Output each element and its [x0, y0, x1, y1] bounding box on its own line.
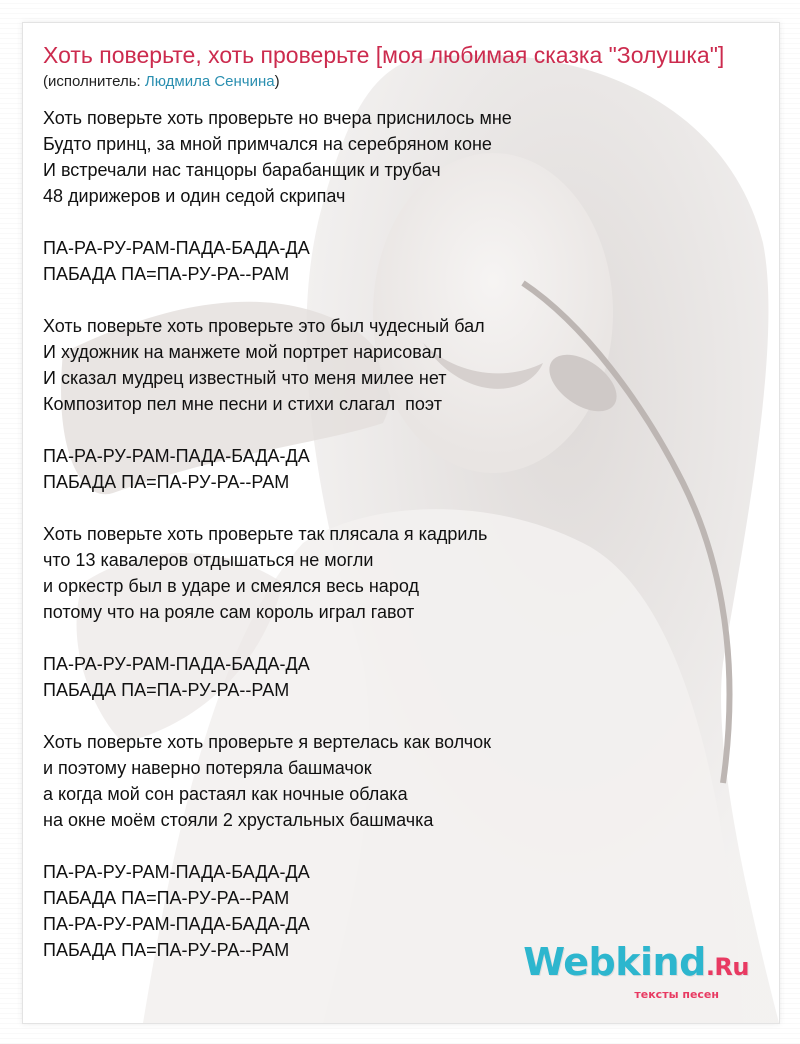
logo-tagline: тексты песен [634, 988, 719, 1001]
lyrics-line: И художник на манжете мой портрет нарисовал [43, 342, 443, 362]
lyrics-content [43, 41, 759, 963]
logo-tld: .Ru [705, 953, 749, 981]
lyrics-line: ПА-РА-РУ-РАМ-ПАДА-БАДА-ДА [43, 446, 310, 466]
lyrics-line: ПА-РА-РУ-РАМ-ПАДА-БАДА-ДА [43, 862, 310, 882]
lyrics-line: Хоть поверьте хоть проверьте но вчера приснилось мне [43, 108, 512, 128]
logo-brand: Webkind [523, 940, 706, 984]
lyrics-line: а когда мой сон растаял как ночные облака [43, 784, 408, 804]
lyrics-line: ПАБАДА ПА=ПА-РУ-РА--РАМ [43, 264, 290, 284]
lyrics-stanza [43, 235, 759, 287]
lyrics-line: потому что на рояле сам король играл гавот [43, 602, 415, 622]
lyrics-line: И встречали нас танцоры барабанщик и трубач [43, 160, 441, 180]
lyrics-line: Хоть поверьте хоть проверьте я вертелась как волчок [43, 732, 492, 752]
logo-wordmark [523, 942, 749, 987]
lyrics-stanza [43, 729, 759, 833]
lyrics-line: ПАБАДА ПА=ПА-РУ-РА--РАМ [43, 680, 290, 700]
lyrics-line: и оркестр был в ударе и смеялся весь народ [43, 576, 419, 596]
lyrics-text [43, 105, 759, 963]
lyrics-line: Будто принц, за мной примчался на серебряном коне [43, 134, 492, 154]
lyrics-stanza [43, 105, 759, 209]
artist-prefix: (исполнитель: [43, 73, 145, 90]
lyrics-line: Композитор пел мне песни и стихи слагал поэт [43, 394, 442, 414]
lyrics-line: что 13 кавалеров отдышаться не могли [43, 550, 374, 570]
lyrics-line: ПАБАДА ПА=ПА-РУ-РА--РАМ [43, 888, 290, 908]
lyrics-line: 48 дирижеров и один седой скрипач [43, 186, 346, 206]
lyrics-stanza [43, 313, 759, 417]
lyrics-line: и поэтому наверно потеряла башмачок [43, 758, 372, 778]
lyrics-line: Хоть поверьте хоть проверьте так плясала я кадриль [43, 524, 488, 544]
artist-link[interactable]: Людмила Сенчина [144, 73, 275, 90]
lyrics-line: ПА-РА-РУ-РАМ-ПАДА-БАДА-ДА [43, 654, 310, 674]
lyrics-stanza [43, 521, 759, 625]
lyrics-line: Хоть поверьте хоть проверьте это был чудесный бал [43, 316, 485, 336]
lyrics-stanza [43, 443, 759, 495]
song-title: Хоть поверьте, хоть проверьте [моя любимая сказка "Золушка"] [43, 42, 725, 68]
lyrics-card [22, 22, 780, 1024]
lyrics-line: ПАБАДА ПА=ПА-РУ-РА--РАМ [43, 940, 290, 960]
lyrics-line: на окне моём стояли 2 хрустальных башмачка [43, 810, 434, 830]
lyrics-line: ПАБАДА ПА=ПА-РУ-РА--РАМ [43, 472, 290, 492]
artist-suffix: ) [274, 73, 280, 90]
lyrics-line: И сказал мудрец известный что меня милее нет [43, 368, 447, 388]
lyrics-line: ПА-РА-РУ-РАМ-ПАДА-БАДА-ДА [43, 914, 310, 934]
artist-line [43, 73, 759, 91]
lyrics-line: ПА-РА-РУ-РАМ-ПАДА-БАДА-ДА [43, 238, 310, 258]
lyrics-stanza [43, 651, 759, 703]
